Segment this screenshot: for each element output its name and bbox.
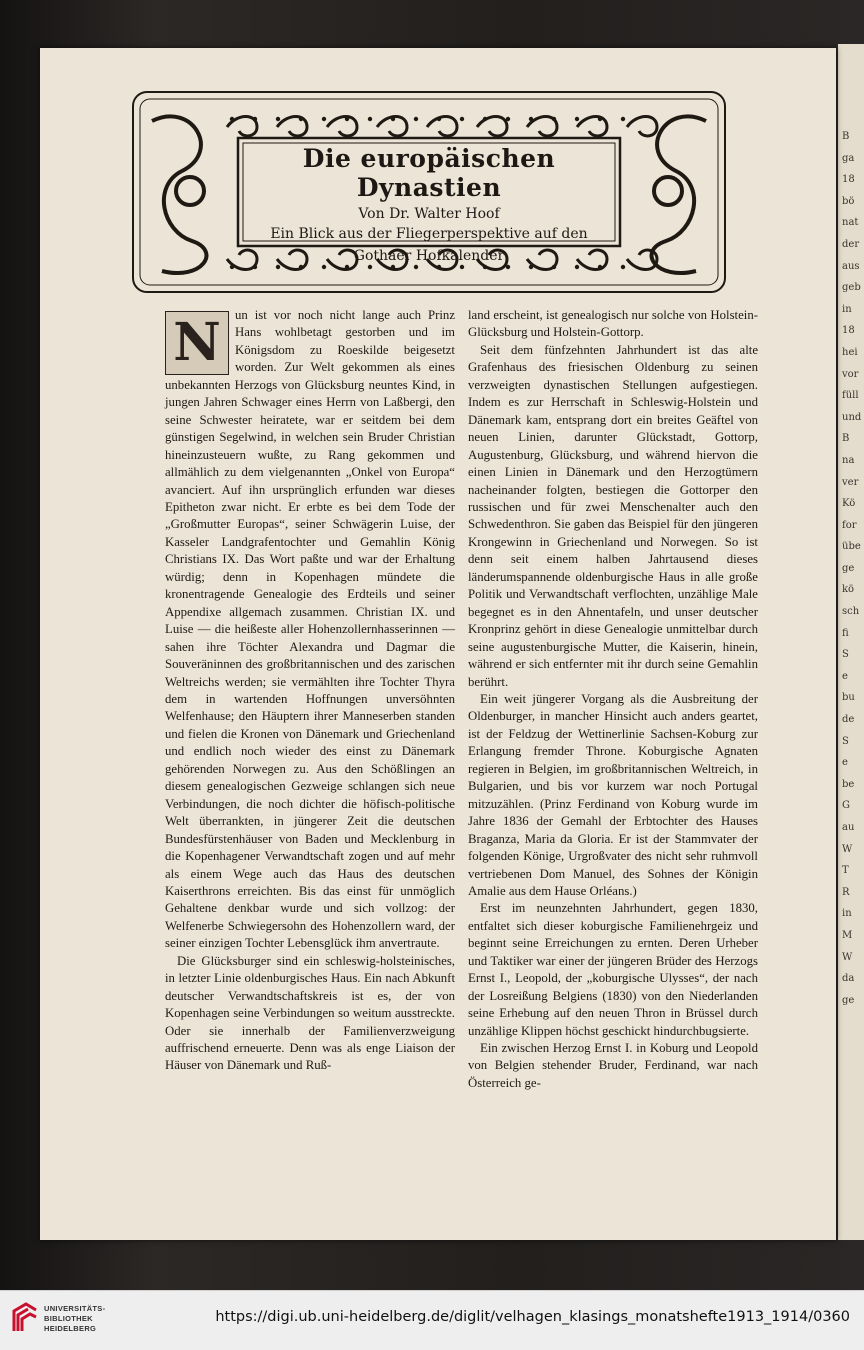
adjacent-page-fragment: 18: [842, 174, 855, 186]
paragraph: Ein zwischen Herzog Ernst I. in Koburg und Leopold von Belgien stehender Bruder, Ferdinand, war nach Österreich ge-: [468, 1041, 758, 1090]
adjacent-page-fragment: kö: [842, 584, 855, 596]
adjacent-page-fragment: übe: [842, 541, 861, 553]
adjacent-page-fragment: W: [842, 843, 853, 855]
ornament-scroll: [427, 117, 457, 136]
adjacent-page-fragment: da: [842, 973, 855, 985]
adjacent-page-fragment: nat: [842, 217, 859, 229]
decorated-initial: N: [165, 311, 229, 375]
title-block: [238, 138, 620, 264]
adjacent-page-fragment: R: [842, 886, 850, 898]
ornament-dot: [621, 117, 625, 121]
adjacent-page-fragment: aus: [842, 260, 860, 272]
adjacent-page-fragment: S: [842, 649, 849, 661]
paragraph: land erscheint, ist genealogisch nur solche von Holstein-Glücksburg und Holstein-Gottorp.: [468, 308, 758, 340]
ornament-dot: [598, 117, 602, 121]
adjacent-page-fragment: der: [842, 238, 860, 250]
ornament-scroll: [627, 117, 657, 136]
adjacent-page-fragment: in: [842, 303, 852, 315]
article-subtitle-line2: Gothaer Hofkalender: [353, 248, 505, 264]
paragraph: un ist vor noch nicht lange auch Prinz Hans wohlbetagt gestorben und im Königsdom zu Roeskilde beigesetzt worden. Zur Welt gekommen als eines unbekannten Herzogs von Glücksburg neuntes Kind, in jungen Jahren Schwager eines Herrn von Laßbergi, den seine Schwester heiratete, war er seitdem bei dem günstigen Segelwind, in welchen sein Bruder Christian hineinzusteuern wußte, zu Rang gekommen und allmählich zu dem vielgenannten „Onkel von Europa“ avanciert. Auf ihn ursprünglich erfunden war dieses Epitheton zwar nicht. Er erbte es bei dem Tode der „Großmutter Europas“, seiner Schwägerin Luise, der Kasseler Landgrafentochter und Gemahlin König Christians IX. Das Wort paßte und war der Erhaltung würdig; denn in Kopenhagen mündete die kronentragende Genealogie des Erdteils und seiner Appendixe allgemach zusammen. Christian IX. und Luise — die heißeste aller Hohenzollernhasserinnen — sahen ihre Töchter Alexandra und Dagmar die Souveräninnen des großbritannischen und des zarischen Weltreichs werden; sie vermählten ihre Tochter Thyra dem in wartenden Hoffnungen unversöhnten Welfenhause; den Häuptern ihrer Manneserben standen und fielen die Kronen von Dänemark und Griechenland und endlich noch wieder des einst zu Dänemark gehörenden Norwegen zu. Aus den Schößlingen an diesem genealogischen Gezweige schlangen sich neue Verbindungen, die noch dichter die höfisch-politische Welt überrankten, in jüngerer Zeit die deutschen Bundesfürstenhäuser von Baden und Mecklenburg in die Kopenhagener Verwandtschaft zogen und auf mehr als einem Wege auch das Haus des deutschen Kaiserthrons erreichten. Bis das einst für unmöglich Gehaltene denkbar wurde und sich vollzog: der Welfenerbe Schwiegersohn des Hohenzollern ward, der seiner einzigen Tochter Lebensglück ihm anvertraute.: [165, 308, 455, 951]
adjacent-page-fragment: 18: [842, 325, 855, 337]
adjacent-page-fragment: bö: [842, 195, 855, 207]
paragraph: Die Glücksburger sind ein schleswig-holsteinisches, in letzter Linie oldenburgisches Haus. Ein nach Abkunft deutscher Verwandtschaftskreis ist es, der von Kopenhagen seine Verbindungen so weitum ausstreckte. Oder sie innerhalb der Familienverzweigung auffrischend erneuerte. Denn was als enge Liaison der Häuser von Dänemark und Ruß-: [165, 953, 455, 1073]
ornament-dot: [621, 265, 625, 269]
article-author: Von Dr. Walter Hoof: [358, 206, 500, 222]
ornament-dot: [276, 117, 280, 121]
ornament-dot: [345, 117, 349, 121]
adjacent-page-fragment: e: [842, 757, 848, 769]
paragraph: Erst im neunzehnten Jahrhundert, gegen 1830, entfaltet sich dieser koburgische Familienehrgeiz und beginnt seine Erreichungen zu ernten. Deren Urheber und Taktiker war einer der jüngeren Brüder des Herzogs Ernst I., Leopold, der „koburgische Ulysses“, der nach der Losreißung Belgiens (1830) von den Niederlanden seine Erhebung auf den neuen Thron in Brüssel durch unzählige Klippen höchst geschickt hindurchbugsierte.: [468, 901, 758, 1038]
adjacent-page-fragment: de: [842, 714, 855, 726]
library-logo[interactable]: [10, 1301, 120, 1341]
ornament-dot: [506, 117, 510, 121]
text-column-right: [468, 307, 758, 1092]
ornament-dot: [391, 117, 395, 121]
adjacent-page-fragment: ga: [842, 152, 855, 164]
adjacent-page-fragment: T: [842, 865, 849, 877]
ornament-dot: [414, 117, 418, 121]
page-url-link[interactable]: https://digi.ub.uni-heidelberg.de/diglit/velhagen_klasings_monatshefte1913_1914/0360: [215, 1309, 850, 1325]
adjacent-page-fragment: und: [842, 411, 862, 423]
ornament-dot: [230, 117, 234, 121]
viewer-footer: [0, 1290, 864, 1350]
library-logo-text: UNIVERSITÄTS- BIBLIOTHEK HEIDELBERG: [44, 1304, 106, 1333]
adjacent-page-text: [838, 44, 864, 1011]
adjacent-page-fragment: vor: [842, 368, 859, 380]
adjacent-page-fragment: B: [842, 131, 850, 142]
ornament-dot: [299, 117, 303, 121]
adjacent-page-fragment: bu: [842, 692, 855, 704]
ornament-dot: [552, 117, 556, 121]
article-subtitle-line1: Ein Blick aus der Fliegerperspektive auf den: [270, 226, 588, 242]
adjacent-page-fragment: ge: [842, 562, 855, 574]
adjacent-page-fragment: G: [842, 800, 850, 812]
article-title: Die europäischen Dynastien: [302, 144, 556, 202]
ornament-dot: [529, 117, 533, 121]
adjacent-page-fragment: geb: [842, 282, 861, 294]
adjacent-page-fragment: hei: [842, 346, 858, 358]
adjacent-page-fragment: S: [842, 735, 849, 747]
ornament-dot: [575, 117, 579, 121]
adjacent-page-fragment: B: [842, 433, 850, 445]
adjacent-page-edge: [838, 44, 864, 1240]
adjacent-page-fragment: in: [842, 908, 852, 920]
adjacent-page-fragment: e: [842, 670, 848, 682]
adjacent-page-fragment: M: [842, 929, 853, 941]
adjacent-page-fragment: for: [842, 519, 857, 531]
adjacent-page-fragment: füll: [842, 390, 859, 402]
paragraph: Ein weit jüngerer Vorgang als die Ausbreitung der Oldenburger, in mancher Hinsicht auch anders geartet, ist der Feldzug der Wettinerlinie Sachsen-Koburg zur Erlangung fremder Throne. Koburgische Agnaten regieren in Belgien, im großbritannischen Weltreich, in Bulgarien, und bis vor kurzem war noch Portugal mitzuzählen. (Prinz Ferdinand von Koburg wurde im Jahre 1836 der Gemahl der Erbtochter des Hauses Braganza, Maria da Gloria. Er ist der Stammvater der folgenden Könige, Urgroßvater des nicht sehr ruhmvoll vertriebenen Dom Manuel, des Sohnes der Königin Amalie aus dem Hause Orléans.): [468, 691, 758, 898]
ornamental-title-frame: [132, 91, 726, 293]
adjacent-page-fragment: ge: [842, 994, 855, 1006]
adjacent-page-fragment: W: [842, 951, 853, 963]
ornament-dot: [483, 117, 487, 121]
adjacent-page-fragment: fi: [842, 627, 849, 639]
ornament-dot: [230, 265, 234, 269]
ornament-dot: [368, 117, 372, 121]
adjacent-page-fragment: au: [842, 822, 855, 833]
adjacent-page-fragment: be: [842, 778, 855, 790]
ornament-scroll: [327, 117, 357, 136]
adjacent-page-fragment: na: [842, 454, 855, 466]
ornament-scroll: [477, 117, 507, 136]
text-column-left: [165, 307, 455, 1075]
adjacent-page-fragment: Kö: [842, 498, 856, 510]
ornament-dot: [253, 117, 257, 121]
paragraph: Seit dem fünfzehnten Jahrhundert ist das alte Grafenhaus des friesischen Oldenburg zu seinen verzweigten dynastischen Stellungen aufgestiegen. Indem es zur Herrschaft in Schleswig-Holstein und Dänemark kam, entsprang dort ein breites Geäftel von neuen Linien, darunter Glückstadt, Gottorp, Augustenburg, Glücksburg, und während hiervon die einen Linien in Dänemark und den Herzogtümern nacheinander folgten, bestiegen die Gottorper den russischen und für zwei Menschenalter auch den Schwedenthron. Sie gaben das Beispiel für den jüngeren Krongewinn in Griechenland und Norwegen. So ist denn seit einem halben Jahrtausend dieses länderumspannende oldenburgische Haus in alle große Politik und Verwandtschaft verflochten, unzählige Male begegnet es in den Ahnentafeln, und unser deutscher Kronprinz gehört in diese Genealogie unmittelbar durch seine augustenburgische Mutter, die Kaiserin, hinein, während er sich entfernter mit ihr durch seine Gemahlin berührt.: [468, 342, 758, 689]
adjacent-page-fragment: sch: [842, 606, 860, 618]
ornament-dot: [460, 117, 464, 121]
ornament-scroll: [577, 117, 607, 136]
library-logo-icon: [10, 1301, 40, 1335]
adjacent-page-fragment: ver: [842, 476, 859, 488]
ornament-dot: [437, 117, 441, 121]
ornament-dot: [322, 117, 326, 121]
